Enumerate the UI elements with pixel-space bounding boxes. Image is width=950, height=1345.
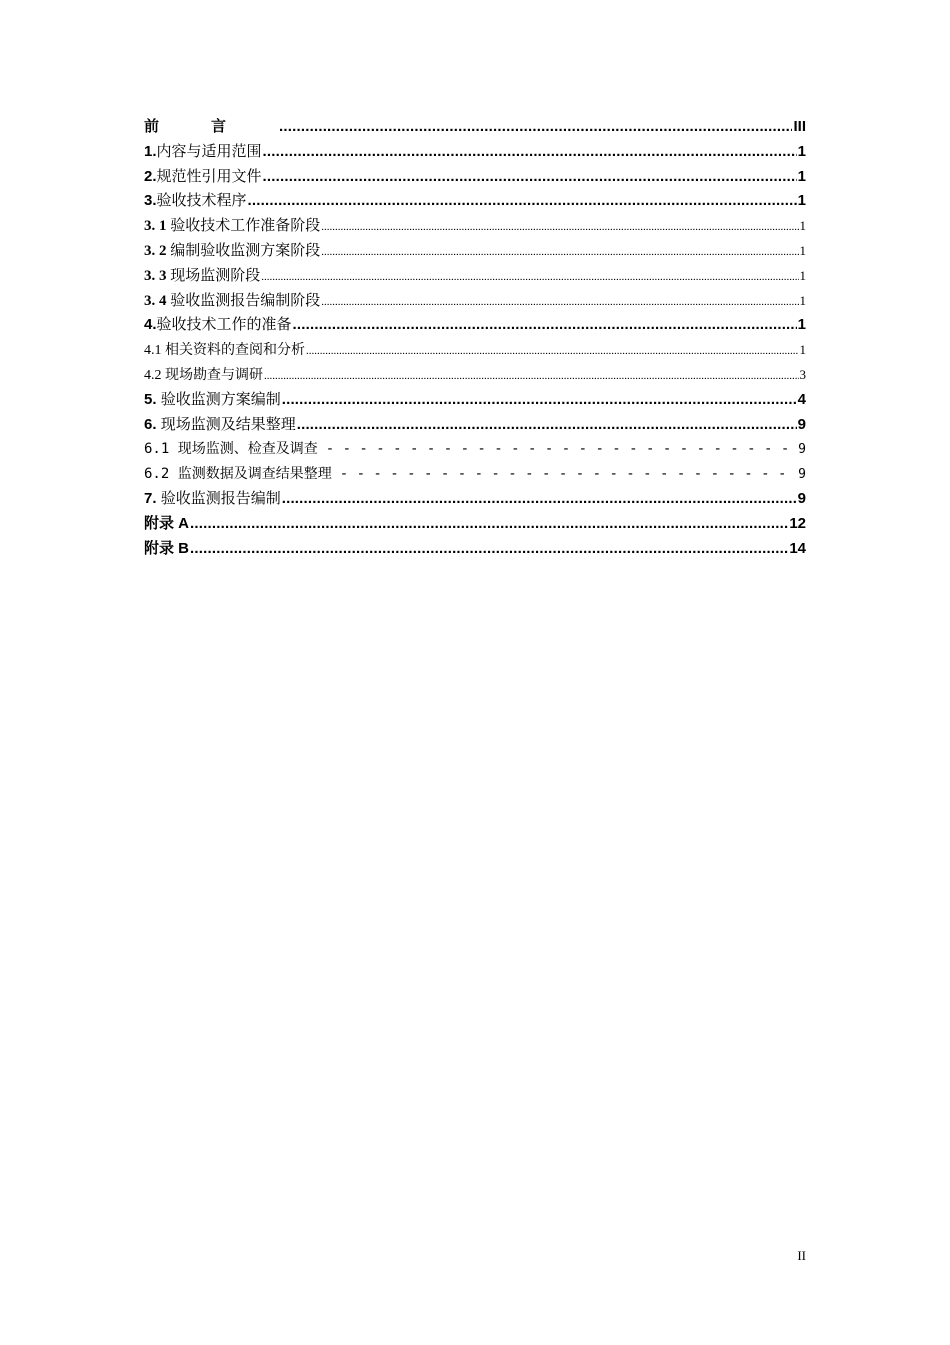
toc-entry-page: 1 <box>799 242 806 258</box>
toc-entry-number: 3. 2 <box>144 242 171 259</box>
toc-leader <box>306 339 799 364</box>
toc-entry-page: 14 <box>789 539 806 557</box>
toc-leader <box>279 115 792 140</box>
toc-entry-7[interactable] <box>144 487 806 512</box>
toc-entry-4-1[interactable] <box>144 338 806 363</box>
toc-entry-title: 3. 4 验收监测报告编制阶段 <box>144 292 321 309</box>
toc-entry-number: 4. <box>144 316 157 334</box>
toc-entry-4[interactable] <box>144 313 806 338</box>
toc-entry-title: 3. 1 验收技术工作准备阶段 <box>144 218 321 235</box>
toc-leader <box>190 512 788 537</box>
toc-entry-page: 1 <box>799 218 806 234</box>
toc-entry-page: 9 <box>797 415 806 433</box>
toc-entry-4-2[interactable] <box>144 363 806 388</box>
toc-entry-3-4[interactable] <box>144 289 806 314</box>
toc-entry-number: 7. <box>144 489 161 507</box>
toc-leader <box>261 265 798 290</box>
toc-entry-page: 9 <box>798 467 806 483</box>
toc-entry-title: 6.2 监测数据及调查结果整理 <box>144 466 332 483</box>
toc-leader <box>263 140 797 165</box>
toc-entry-5[interactable] <box>144 388 806 413</box>
toc-entry-2[interactable] <box>144 165 806 190</box>
toc-entry-page: 9 <box>797 489 806 507</box>
toc-entry-title: 4.2 现场勘查与调研 <box>144 367 263 383</box>
toc-entry-page: 4 <box>797 390 806 408</box>
toc-entry-6-2[interactable] <box>144 462 806 487</box>
toc-entry-6-1[interactable] <box>144 437 806 462</box>
toc-entry-page: 1 <box>797 316 806 334</box>
toc-entry-title: 7. 验收监测报告编制 <box>144 489 281 507</box>
toc-leader <box>297 413 797 438</box>
toc-entry-page: 1 <box>797 167 806 185</box>
toc-leader <box>326 437 790 462</box>
toc-entry-number: 6.2 <box>144 466 178 483</box>
toc-entry-number: 6.1 <box>144 441 178 458</box>
toc-entry-3-1[interactable] <box>144 214 806 239</box>
toc-entry-title: 附录 A <box>144 514 190 532</box>
toc-entry-number: 3. 3 <box>144 267 171 284</box>
toc-entry-number: 3. 1 <box>144 218 171 235</box>
toc-entry-number: 4.1 <box>144 343 165 359</box>
toc-entry-page: 1 <box>799 292 806 308</box>
page-number: II <box>797 1248 806 1263</box>
toc-entry-page: 1 <box>799 342 806 358</box>
toc-entry-page: 1 <box>797 142 806 160</box>
toc-entry-title: 1.内容与适用范围 <box>144 142 262 160</box>
toc-entry-number: 1. <box>144 142 157 160</box>
toc-entry-number: 3. <box>144 192 157 210</box>
toc-leader <box>248 189 797 214</box>
toc-entry-number: 6. <box>144 415 161 433</box>
toc-leader <box>282 487 797 512</box>
toc-entry-title: 2.规范性引用文件 <box>144 167 262 185</box>
toc-entry-title: 3.验收技术程序 <box>144 192 247 210</box>
toc-entry-title: 3. 2 编制验收监测方案阶段 <box>144 242 321 259</box>
toc-entry-page: 3 <box>799 366 806 382</box>
toc-entry-foreword[interactable] <box>144 115 806 140</box>
toc-entry-1[interactable] <box>144 140 806 165</box>
toc-entry-title: 5. 验收监测方案编制 <box>144 390 281 408</box>
toc-leader <box>321 290 798 315</box>
toc-leader <box>321 240 798 265</box>
toc-entry-3[interactable] <box>144 189 806 214</box>
toc-entry-title: 4.验收技术工作的准备 <box>144 316 292 334</box>
toc-entry-title: 3. 3 现场监测阶段 <box>144 267 261 284</box>
toc-entry-number: 2. <box>144 167 157 185</box>
toc-entry-title: 6. 现场监测及结果整理 <box>144 415 296 433</box>
toc-leader <box>293 313 797 338</box>
toc-leader <box>340 462 790 487</box>
toc-entry-title: 6.1 现场监测、检查及调查 <box>144 441 318 458</box>
toc-entry-page: 1 <box>797 192 806 210</box>
toc-entry-title: 前言 <box>144 118 279 135</box>
toc-entry-3-3[interactable] <box>144 264 806 289</box>
toc-entry-appendix-a[interactable] <box>144 512 806 537</box>
toc-entry-title: 附录 B <box>144 539 190 557</box>
toc-entry-number: 3. 4 <box>144 292 171 309</box>
toc-entry-number: 4.2 <box>144 367 165 383</box>
toc-entry-number: 5. <box>144 390 161 408</box>
toc-entry-title: 4.1 相关资料的查阅和分析 <box>144 343 305 359</box>
toc-entry-6[interactable] <box>144 413 806 438</box>
toc-leader <box>282 388 797 413</box>
toc-leader <box>264 364 799 389</box>
table-of-contents <box>144 115 806 561</box>
toc-leader <box>190 537 788 562</box>
toc-entry-page: III <box>793 118 806 135</box>
toc-entry-appendix-b[interactable] <box>144 537 806 562</box>
toc-leader <box>321 215 798 240</box>
toc-entry-page: 1 <box>799 267 806 283</box>
toc-entry-page: 9 <box>798 442 806 458</box>
toc-entry-3-2[interactable] <box>144 239 806 264</box>
toc-leader <box>263 165 797 190</box>
toc-entry-page: 12 <box>789 514 806 532</box>
